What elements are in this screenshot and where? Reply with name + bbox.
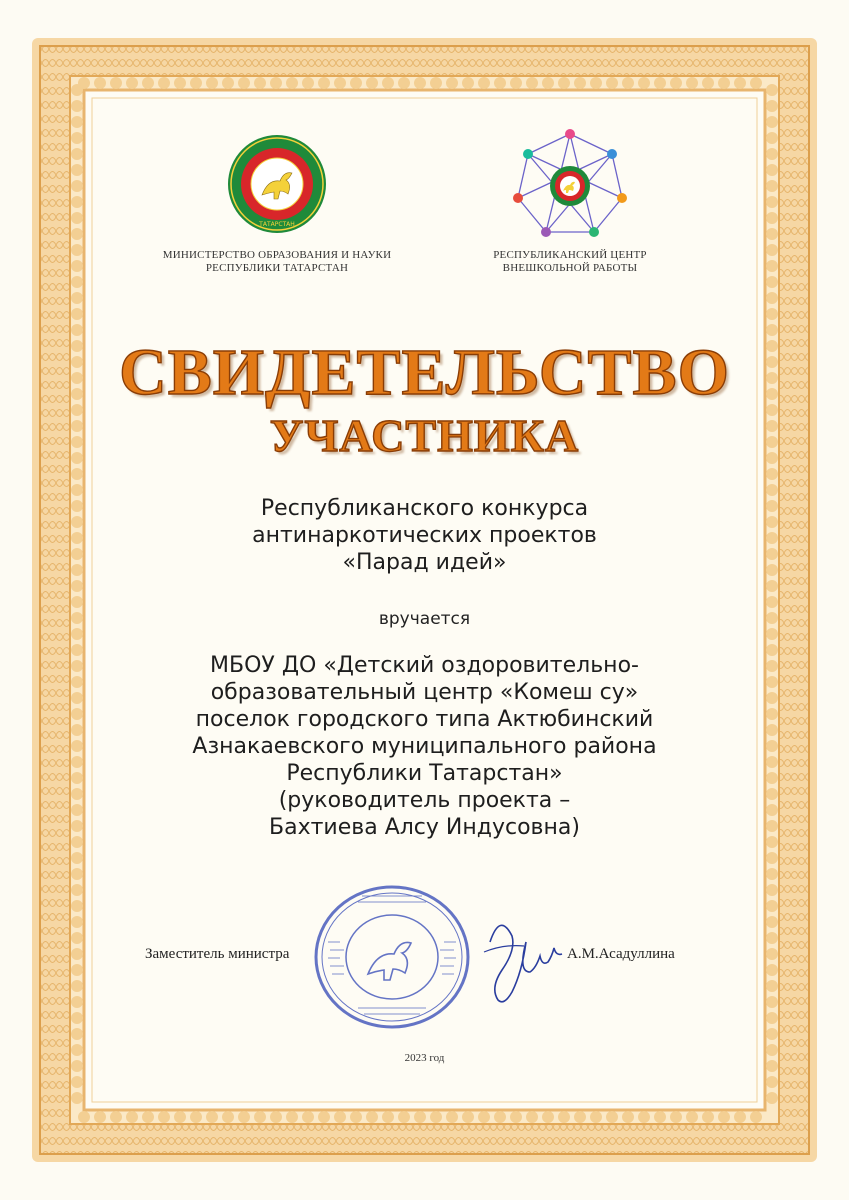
certificate-title: СВИДЕТЕЛЬСТВО xyxy=(119,336,730,409)
tatarstan-emblem-icon xyxy=(226,133,328,235)
recipient-line: Республики Татарстан» xyxy=(286,761,563,786)
recipient-line: образовательный центр «Комеш су» xyxy=(210,680,639,705)
recipient-line: поселок городского типа Актюбинский xyxy=(195,707,654,732)
recipient-line: Азнакаевского муниципального района xyxy=(192,734,657,759)
recipient-line: (руководитель проекта – xyxy=(278,788,571,813)
official-seal-icon xyxy=(312,882,472,1032)
center-name-line: ВНЕШКОЛЬНОЙ РАБОТЫ xyxy=(502,262,638,274)
recipient xyxy=(0,652,849,841)
contest-name xyxy=(0,495,849,576)
recipient-line: МБОУ ДО «Детский оздоровительно- xyxy=(210,653,639,678)
ministry-name xyxy=(127,249,427,275)
awarded-label: вручается xyxy=(378,609,471,629)
contest-line: Республиканского конкурса xyxy=(260,496,589,521)
signature-icon xyxy=(470,902,570,1012)
ministry-name-line: РЕСПУБЛИКИ ТАТАРСТАН xyxy=(205,262,349,274)
center-network-emblem-icon xyxy=(508,128,632,240)
center-name xyxy=(420,249,720,275)
contest-line: антинаркотических проектов xyxy=(252,523,597,548)
contest-line: «Парад идей» xyxy=(342,550,507,575)
certificate-subtitle: УЧАСТНИКА xyxy=(269,410,580,461)
ministry-name-line: МИНИСТЕРСТВО ОБРАЗОВАНИЯ И НАУКИ xyxy=(162,249,392,261)
signer-position: Заместитель министра xyxy=(145,946,290,962)
center-name-line: РЕСПУБЛИКАНСКИЙ ЦЕНТР xyxy=(493,249,647,261)
certificate-year: 2023 год xyxy=(404,1052,445,1064)
svg-text:ТАТАРСТАН: ТАТАРСТАН xyxy=(259,221,295,228)
recipient-line: Бахтиева Алсу Индусовна) xyxy=(269,815,580,840)
signer-name: А.М.Асадуллина xyxy=(567,946,675,962)
